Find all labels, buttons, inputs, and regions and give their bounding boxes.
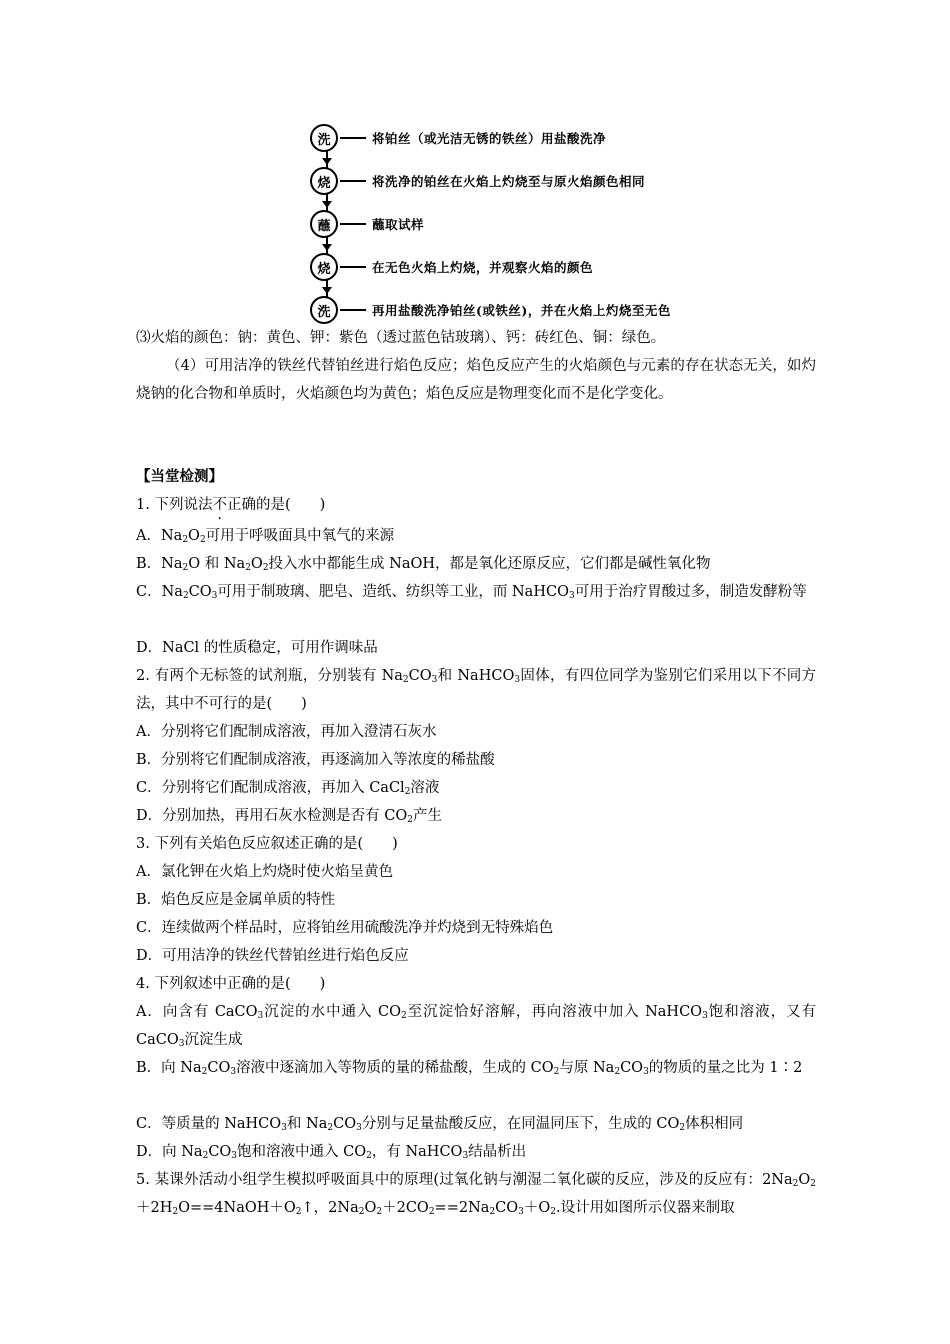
q1-option-b — [136, 550, 816, 578]
q3-option-b: B．焰色反应是金属单质的特性 — [136, 892, 336, 908]
text-run: 可用于治疗胃酸过多，制造发酵粉等 — [574, 584, 807, 600]
subscript: 2 — [428, 1207, 435, 1217]
text-run: 与原 Na — [559, 1060, 615, 1076]
text-run: A．向含有 CaCO — [136, 1004, 258, 1020]
subscript: 2 — [402, 675, 409, 685]
flow-step-3 — [310, 208, 424, 240]
flow-step-4 — [310, 251, 593, 283]
subscript: 2 — [245, 563, 251, 573]
subscript: 2 — [172, 1207, 179, 1217]
subscript: 2 — [489, 1207, 496, 1217]
subscript: 2 — [404, 787, 411, 797]
q4-option-a — [136, 998, 816, 1054]
text-run: 结晶析出 — [468, 1144, 527, 1160]
subscript: 3 — [231, 1151, 238, 1161]
q1-pre: 1. 下列说法 — [136, 497, 213, 513]
subscript: 3 — [518, 1207, 524, 1217]
text-run: O==4NaOH＋O — [178, 1200, 296, 1216]
text-run: 5. 某课外活动小组学生模拟呼吸面具中的原理(过氧化钠与潮湿二氧化碳的反应，涉及的反应有：2Na — [136, 1172, 793, 1188]
flame-colors-paragraph: ⑶火焰的颜色：钠：黄色、钾：紫色（透过蓝色钴玻璃）、钙：砖红色、铜：绿色。 — [136, 330, 666, 346]
subscript: 2 — [366, 1151, 372, 1161]
text-run: CO — [207, 1060, 231, 1076]
subscript: 2 — [550, 1207, 556, 1217]
q1-option-d: D．NaCl 的性质稳定，可用作调味品 — [136, 640, 378, 656]
text-run: 固体，有四位同学为鉴别它们采用以下不同方法，其中不可行的是( ) — [136, 668, 816, 712]
q2-option-b: B．分别将它们配制成溶液，再逐滴加入等浓度的稀盐酸 — [136, 752, 495, 768]
iron-wire-note-paragraph: （4）可用洁净的铁丝代替铂丝进行焰色反应；焰色反应产生的火焰颜色与元素的存在状态无关，如灼烧钠的化合物和单质时，火焰颜色均为黄色；焰色反应是物理变化而不是化学变化。 — [136, 358, 816, 402]
subscript: 2 — [792, 1179, 799, 1189]
subscript: 3 — [643, 1067, 649, 1077]
subscript: 3 — [230, 1067, 237, 1077]
text-run: B．向 Na — [136, 1060, 202, 1076]
subscript: 2 — [810, 1179, 816, 1189]
subscript: 2 — [201, 1067, 208, 1077]
text-run: CO — [208, 1144, 232, 1160]
question-3-stem: 3. 下列有关焰色反应叙述正确的是( ) — [136, 836, 398, 852]
flow-step-1-circle: 洗 — [310, 124, 338, 152]
subscript: 2 — [202, 1151, 209, 1161]
flow-step-4-connector — [340, 266, 366, 268]
question-5-stem — [136, 1166, 816, 1222]
text-run: ＋2H — [136, 1200, 173, 1216]
question-1-stem — [136, 491, 816, 519]
q2-option-d — [136, 802, 816, 830]
flow-step-1 — [310, 122, 606, 154]
flow-step-3-connector — [340, 223, 366, 225]
text-run: ==2Na — [434, 1200, 490, 1216]
question-2-stem — [136, 662, 816, 718]
q2-option-c — [136, 774, 816, 802]
text-run: 沉淀的水中通入 CO — [263, 1004, 401, 1020]
text-run: CO — [408, 668, 432, 684]
flow-step-2-text: 将洗净的铂丝在火焰上灼烧至与原火焰颜色相同 — [372, 174, 646, 189]
text-run: 溶液 — [410, 780, 440, 796]
q1-option-c — [136, 578, 816, 606]
subscript: 3 — [356, 1123, 362, 1133]
text-run: 和 NaHCO — [437, 668, 515, 684]
subscript: 2 — [553, 1067, 560, 1077]
text-run: D．向 Na — [136, 1144, 203, 1160]
flow-step-1-text: 将铂丝（或光洁无锈的铁丝）用盐酸洗净 — [372, 131, 607, 146]
flow-step-5-connector — [340, 309, 366, 311]
q1-post: 正确的是( ) — [226, 497, 326, 513]
flame-test-flow-diagram — [310, 122, 730, 322]
text-run: 分别与足量盐酸反应，在同温同压下，生成的 CO — [361, 1116, 680, 1132]
text-run: D．分别加热，再用石灰水检测是否有 CO — [136, 808, 408, 824]
text-run: C．Na — [136, 584, 183, 600]
text-run: CO — [188, 584, 212, 600]
text-run: 可用于呼吸面具中氧气的来源 — [205, 528, 395, 544]
q4-option-b — [136, 1054, 816, 1082]
text-run: B．Na — [136, 556, 183, 572]
text-run: O — [364, 1200, 377, 1216]
text-run: ↑，2Na — [301, 1200, 359, 1216]
text-run: C．等质量的 NaHCO — [136, 1116, 282, 1132]
q3-option-d: D．可用洁净的铁丝代替铂丝进行焰色反应 — [136, 948, 409, 964]
subscript: 2 — [262, 563, 269, 573]
subscript: 2 — [358, 1207, 365, 1217]
flow-arrow-3 — [322, 244, 332, 251]
text-run: CO — [333, 1116, 357, 1132]
text-run: 饱和溶液中通入 CO — [237, 1144, 367, 1160]
subscript: 2 — [679, 1123, 686, 1133]
q4-option-d — [136, 1138, 816, 1166]
text-run: .设计用如图所示仪器来制取 — [555, 1200, 735, 1216]
subscript: 2 — [182, 591, 189, 601]
subscript: 2 — [327, 1123, 334, 1133]
text-run: O — [188, 528, 200, 544]
text-run: ，有 NaHCO — [371, 1144, 463, 1160]
text-run: 沉淀生成 — [184, 1032, 243, 1048]
flow-step-2-connector — [340, 180, 366, 182]
text-run: 产生 — [412, 808, 442, 824]
text-run: ＋O — [523, 1200, 551, 1216]
subscript: 3 — [257, 1011, 264, 1021]
subscript: 2 — [182, 563, 189, 573]
subscript: 2 — [407, 815, 413, 825]
text-run: 至沉淀恰好溶解，再向溶液中加入 NaHCO — [406, 1004, 703, 1020]
flow-step-3-text: 蘸取试样 — [372, 217, 425, 232]
flow-arrow-4 — [322, 287, 332, 294]
text-run: ＋2CO — [382, 1200, 429, 1216]
subscript: 3 — [178, 1039, 185, 1049]
subscript: 3 — [431, 675, 438, 685]
flow-step-2 — [310, 165, 645, 197]
flow-step-2-circle: 烧 — [310, 167, 338, 195]
q1-option-a — [136, 522, 816, 550]
question-4-stem: 4. 下列叙述中正确的是( ) — [136, 976, 326, 992]
text-run: A．Na — [136, 528, 183, 544]
subscript: 2 — [182, 535, 189, 545]
flow-step-4-circle: 烧 — [310, 253, 338, 281]
text-run: O — [250, 556, 263, 572]
text-run: 2. 有两个无标签的试剂瓶，分别装有 Na — [136, 668, 403, 684]
subscript: 3 — [462, 1151, 469, 1161]
text-run: 溶液中逐滴加入等物质的量的稀盐酸，生成的 CO — [236, 1060, 554, 1076]
flow-step-5-circle: 洗 — [310, 296, 338, 324]
subscript: 3 — [211, 591, 218, 601]
subscript: 3 — [568, 591, 575, 601]
section-heading: 【当堂检测】 — [136, 468, 223, 485]
q4-option-c — [136, 1110, 816, 1138]
subscript: 3 — [281, 1123, 287, 1133]
flow-step-5-text: 再用盐酸洗净铂丝(或铁丝)，并在火焰上灼烧至无色 — [372, 303, 671, 318]
subscript: 3 — [514, 675, 521, 685]
text-run: CO — [495, 1200, 519, 1216]
subscript: 3 — [702, 1011, 708, 1021]
text-run: 饱和溶液，又有 CaCO — [136, 1004, 816, 1048]
text-run: C．分别将它们配制成溶液，再加入 CaCl — [136, 780, 405, 796]
subscript: 2 — [295, 1207, 302, 1217]
text-run: 的物质的量之比为 1∶2 — [648, 1060, 803, 1076]
text-run: O 和 Na — [188, 556, 246, 572]
flow-arrow-2 — [322, 201, 332, 208]
q2-option-a: A．分别将它们配制成溶液，再加入澄清石灰水 — [136, 724, 437, 740]
text-run: 投入水中都能生成 NaOH，都是氧化还原反应，它们都是碱性氧化物 — [268, 556, 711, 572]
flow-step-1-connector — [340, 137, 366, 139]
q3-option-a: A．氯化钾在火焰上灼烧时使火焰呈黄色 — [136, 864, 393, 880]
subscript: 2 — [376, 1207, 383, 1217]
q3-option-c: C．连续做两个样品时，应将铂丝用硫酸洗净并灼烧到无特殊焰色 — [136, 920, 554, 936]
text-run: CO — [620, 1060, 644, 1076]
q1-emphasis: 不 — [212, 497, 227, 513]
text-run: 和 Na — [286, 1116, 328, 1132]
subscript: 2 — [614, 1067, 621, 1077]
flow-step-5 — [310, 294, 671, 326]
flow-arrow-1 — [322, 158, 332, 165]
flow-step-3-circle: 蘸 — [310, 210, 338, 238]
text-run: O — [798, 1172, 811, 1188]
flow-step-4-text: 在无色火焰上灼烧，并观察火焰的颜色 — [372, 260, 594, 275]
text-run: 可用于制玻璃、肥皂、造纸、纺织等工业，而 NaHCO — [217, 584, 569, 600]
subscript: 2 — [199, 535, 206, 545]
subscript: 2 — [400, 1011, 407, 1021]
text-run: 体积相同 — [685, 1116, 744, 1132]
